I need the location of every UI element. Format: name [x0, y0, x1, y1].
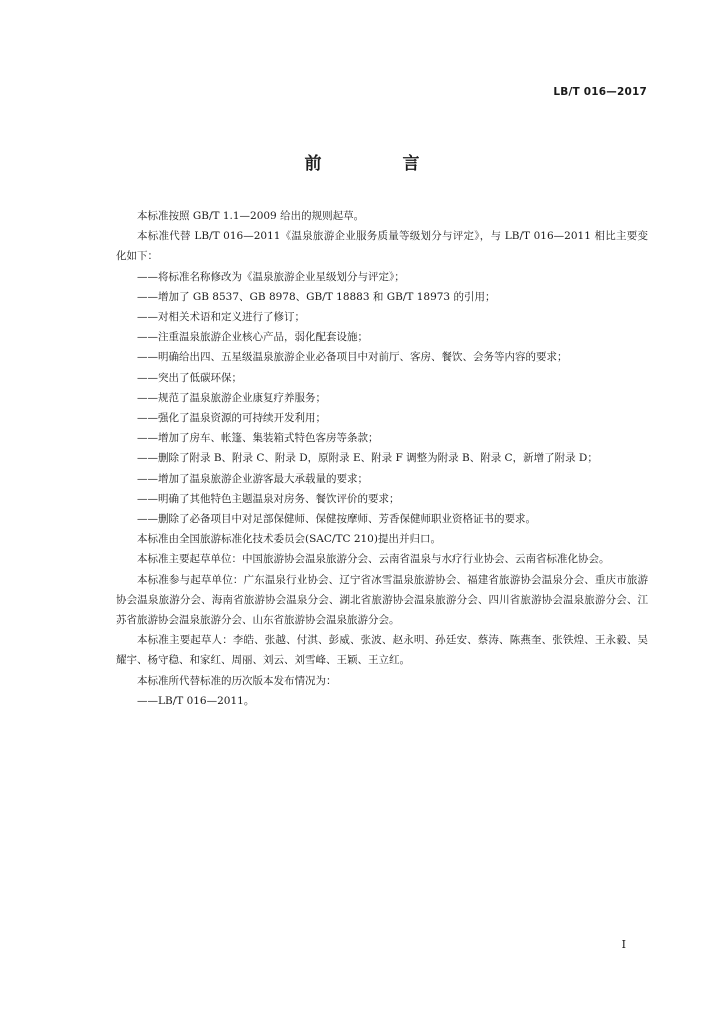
- standard-code: LB/T 016—2017: [553, 86, 647, 98]
- change-item: ——强化了温泉资源的可持续开发利用；: [137, 412, 326, 425]
- change-item: ——删除了必备项目中对足部保健师、保健按摩师、芳香保健师职业资格证书的要求。: [137, 513, 536, 526]
- change-item: ——增加了温泉旅游企业游客最大承载量的要求；: [137, 472, 368, 485]
- change-item: ——增加了 GB 8537、GB 8978、GB/T 18883 和 GB/T 18973 的引用；: [137, 290, 496, 303]
- paragraph-replacement: 本标准代替 LB/T 016—2011《温泉旅游企业服务质量等级划分与评定》，与 LB/T 016—2011 相比主要变化如下：: [116, 230, 648, 263]
- change-item: ——突出了低碳环保；: [137, 371, 242, 384]
- change-item: ——规范了温泉旅游企业康复疗养服务；: [137, 391, 326, 404]
- paragraph-participating-units: 本标准参与起草单位：广东温泉行业协会、辽宁省冰雪温泉旅游协会、福建省旅游协会温泉分会、重庆市旅游协会温泉旅游分会、海南省旅游协会温泉分会、湖北省旅游协会温泉旅游分会、四川省旅游协会温泉旅游分会、江苏省旅游协会温泉旅游分会、山东省旅游协会温泉旅游分会。: [116, 573, 648, 627]
- change-item: ——明确了其他特色主题温泉对房务、餐饮评价的要求；: [137, 492, 400, 505]
- preface-body: [116, 206, 648, 711]
- history-item: ——LB/T 016—2011。: [137, 694, 255, 707]
- page-title: 前 言: [304, 154, 452, 174]
- paragraph-version-history: 本标准所代替标准的历次版本发布情况为：: [137, 674, 337, 687]
- change-item: ——对相关术语和定义进行了修订；: [137, 311, 305, 324]
- change-item: ——注重温泉旅游企业核心产品，弱化配套设施；: [137, 331, 368, 344]
- paragraph-main-drafting-units: 本标准主要起草单位：中国旅游协会温泉旅游分会、云南省温泉与水疗行业协会、云南省标准化协会。: [137, 553, 610, 566]
- change-item: ——增加了房车、帐篷、集装箱式特色客房等条款；: [137, 432, 379, 445]
- change-item: ——删除了附录 B、附录 C、附录 D，原附录 E、附录 F 调整为附录 B、附录 C，新增了附录 D；: [137, 452, 598, 465]
- paragraph-proposer: 本标准由全国旅游标准化技术委员会(SAC/TC 210)提出并归口。: [137, 533, 441, 546]
- paragraph-main-drafters: 本标准主要起草人：李皓、张越、付淇、彭威、张波、赵永明、孙廷安、蔡涛、陈燕奎、张铁煌、王永毅、吴耀宇、杨守稳、和家红、周丽、刘云、刘雪峰、王颖、王立红。: [116, 634, 648, 667]
- page-number: I: [621, 938, 626, 951]
- change-item: ——明确给出四、五星级温泉旅游企业必备项目中对前厅、客房、餐饮、会务等内容的要求；: [137, 351, 568, 364]
- change-item: ——将标准名称修改为《温泉旅游企业星级划分与评定》；: [137, 270, 405, 283]
- paragraph-drafting-rule: 本标准按照 GB/T 1.1—2009 给出的规则起草。: [137, 210, 365, 222]
